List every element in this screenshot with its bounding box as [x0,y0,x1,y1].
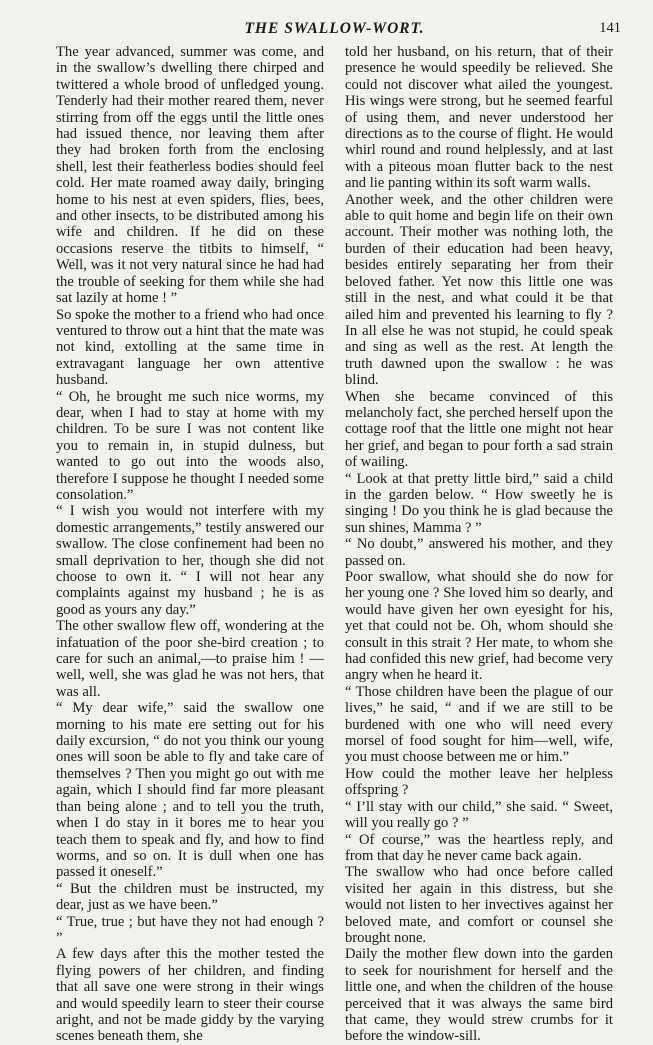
paragraph: Poor swallow, what should she do now for her young one ? She loved him so dearly, and would have given her own eyesight for his, yet that could not be. Oh, whom should she consult in this strait ? Her mate, to whom she had confided this new grief, had become very angry when he heard it. [345,569,613,684]
paragraph: “ But the children must be instructed, my dear, just as we have been.” [56,880,324,914]
text-columns [56,44,613,1045]
paragraph: “ True, true ; but have they not had enough ? ” [56,913,324,946]
page-title: THE SWALLOW-WORT. [244,20,425,37]
paragraph: “ My dear wife,” said the swallow one morning to his mate ere setting out for his daily excursion, “ do not you think our young ones will soon be able to fly and take care of themselves ? Then you might go out with me again, which I should find far more pleasant than being alone ; and to tell you the truth, when I do stay in it bores me to hear you teach them to speak and fly, and how to find worms, and so on. It is dull when one has passed it oneself.” [56,700,324,881]
page-number: 141 [599,20,621,36]
paragraph: The year advanced, summer was come, and in the swallow’s dwelling there chirped and twittered a whole brood of unfledged young. Tenderly had their mother reared them, never stirring from off the eggs until the little ones had issued thence, nor leaving them after they had broken forth from the enclosing shell, lest their featherless bodies should feel cold. Her mate roamed away daily, bringing home to his nest at even spiders, flies, bees, and other insects, to be distributed among his wife and children. If he did on these occasions reserve the titbits to himself, “ Well, was it not very natural since he had had the trouble of seeking for them while she had sat lazily at home ! ” [56,44,324,307]
left-column [56,44,324,1045]
paragraph: Another week, and the other children were able to quit home and begin life on their own account. Their mother was nothing loth, the burden of their education had been heavy, besides entirely separating her from their beloved father. Yet now this little one was still in the nest, and what could it be that ailed him and prevented his learning to fly ? In all else he was not stupid, he could speak and sing as well as the rest. At length the truth dawned upon the swallow : he was blind. [345,191,613,389]
paragraph: The swallow who had once before called visited her again in this distress, but she would not listen to her invectives against her beloved mate, and comfort or counsel she brought none. [345,864,613,946]
paragraph: “ I’ll stay with our child,” she said. “ Sweet, will you really go ? ” [345,798,613,832]
paragraph: “ Look at that pretty little bird,” said a child in the garden below. “ How sweetly he is singing ! Do you think he is glad because the sun shines, Mamma ? ” [345,470,613,536]
paragraph: When she became convinced of this melancholy fact, she perched herself upon the cottage roof that the little one might not hear her grief, and began to pour forth a sad strain of wailing. [345,388,613,471]
right-column [345,44,613,1045]
paragraph: The other swallow flew off, wondering at the infatuation of the poor she-bird creation ; to care for such an animal,—to praise him ! —well, well, she was glad he was not hers, that was all. [56,618,324,700]
paragraph: “ Of course,” was the heartless reply, and from that day he never came back again. [345,831,613,864]
paragraph: “ Oh, he brought me such nice worms, my dear, when I had to stay at home with my children. To be sure I was not content like you to remain in, in stupid dulness, but wanted to go out into the woods also, therefore I suppose he thought I needed some consolation.” [56,388,324,503]
paragraph: “ I wish you would not interfere with my domestic arrangements,” testily answered our swallow. The close confinement had been no small deprivation to her, though she did not choose to own it. “ I will not hear any complaints against my husband ; he is as good as yours any day.” [56,503,324,618]
paragraph: Daily the mother flew down into the garden to seek for nourishment for herself and the little one, and when the children of the house perceived that it was always the same bird that came, they would strew crumbs for it before the window-sill. [345,946,613,1045]
paragraph: A few days after this the mother tested the flying powers of her children, and finding that all save one were strong in their wings and would speedily learn to steer their course aright, and not be made giddy by the varying scenes beneath them, she [56,946,324,1045]
paragraph: So spoke the mother to a friend who had once ventured to throw out a hint that the mate was not kind, extolling at the same time in extravagant language her own attentive husband. [56,306,324,389]
paragraph: “ No doubt,” answered his mother, and they passed on. [345,536,613,569]
paragraph: How could the mother leave her helpless offspring ? [345,765,613,799]
running-header [56,20,621,42]
paragraph: told her husband, on his return, that of their presence he would speedily be relieved. She could not discover what ailed the youngest. His wings were strong, but he seemed fearful of using them, and never understood her directions as to the course of flight. He would whirl round and round helplessly, and at last with a piteous moan flutter back to the nest and lie panting within its soft warm walls. [345,44,613,192]
paragraph: “ Those children have been the plague of our lives,” he said, “ and if we are still to be burdened with one who will need every morsel of food sought for him—well, wife, you must choose between me or him.” [345,683,613,766]
